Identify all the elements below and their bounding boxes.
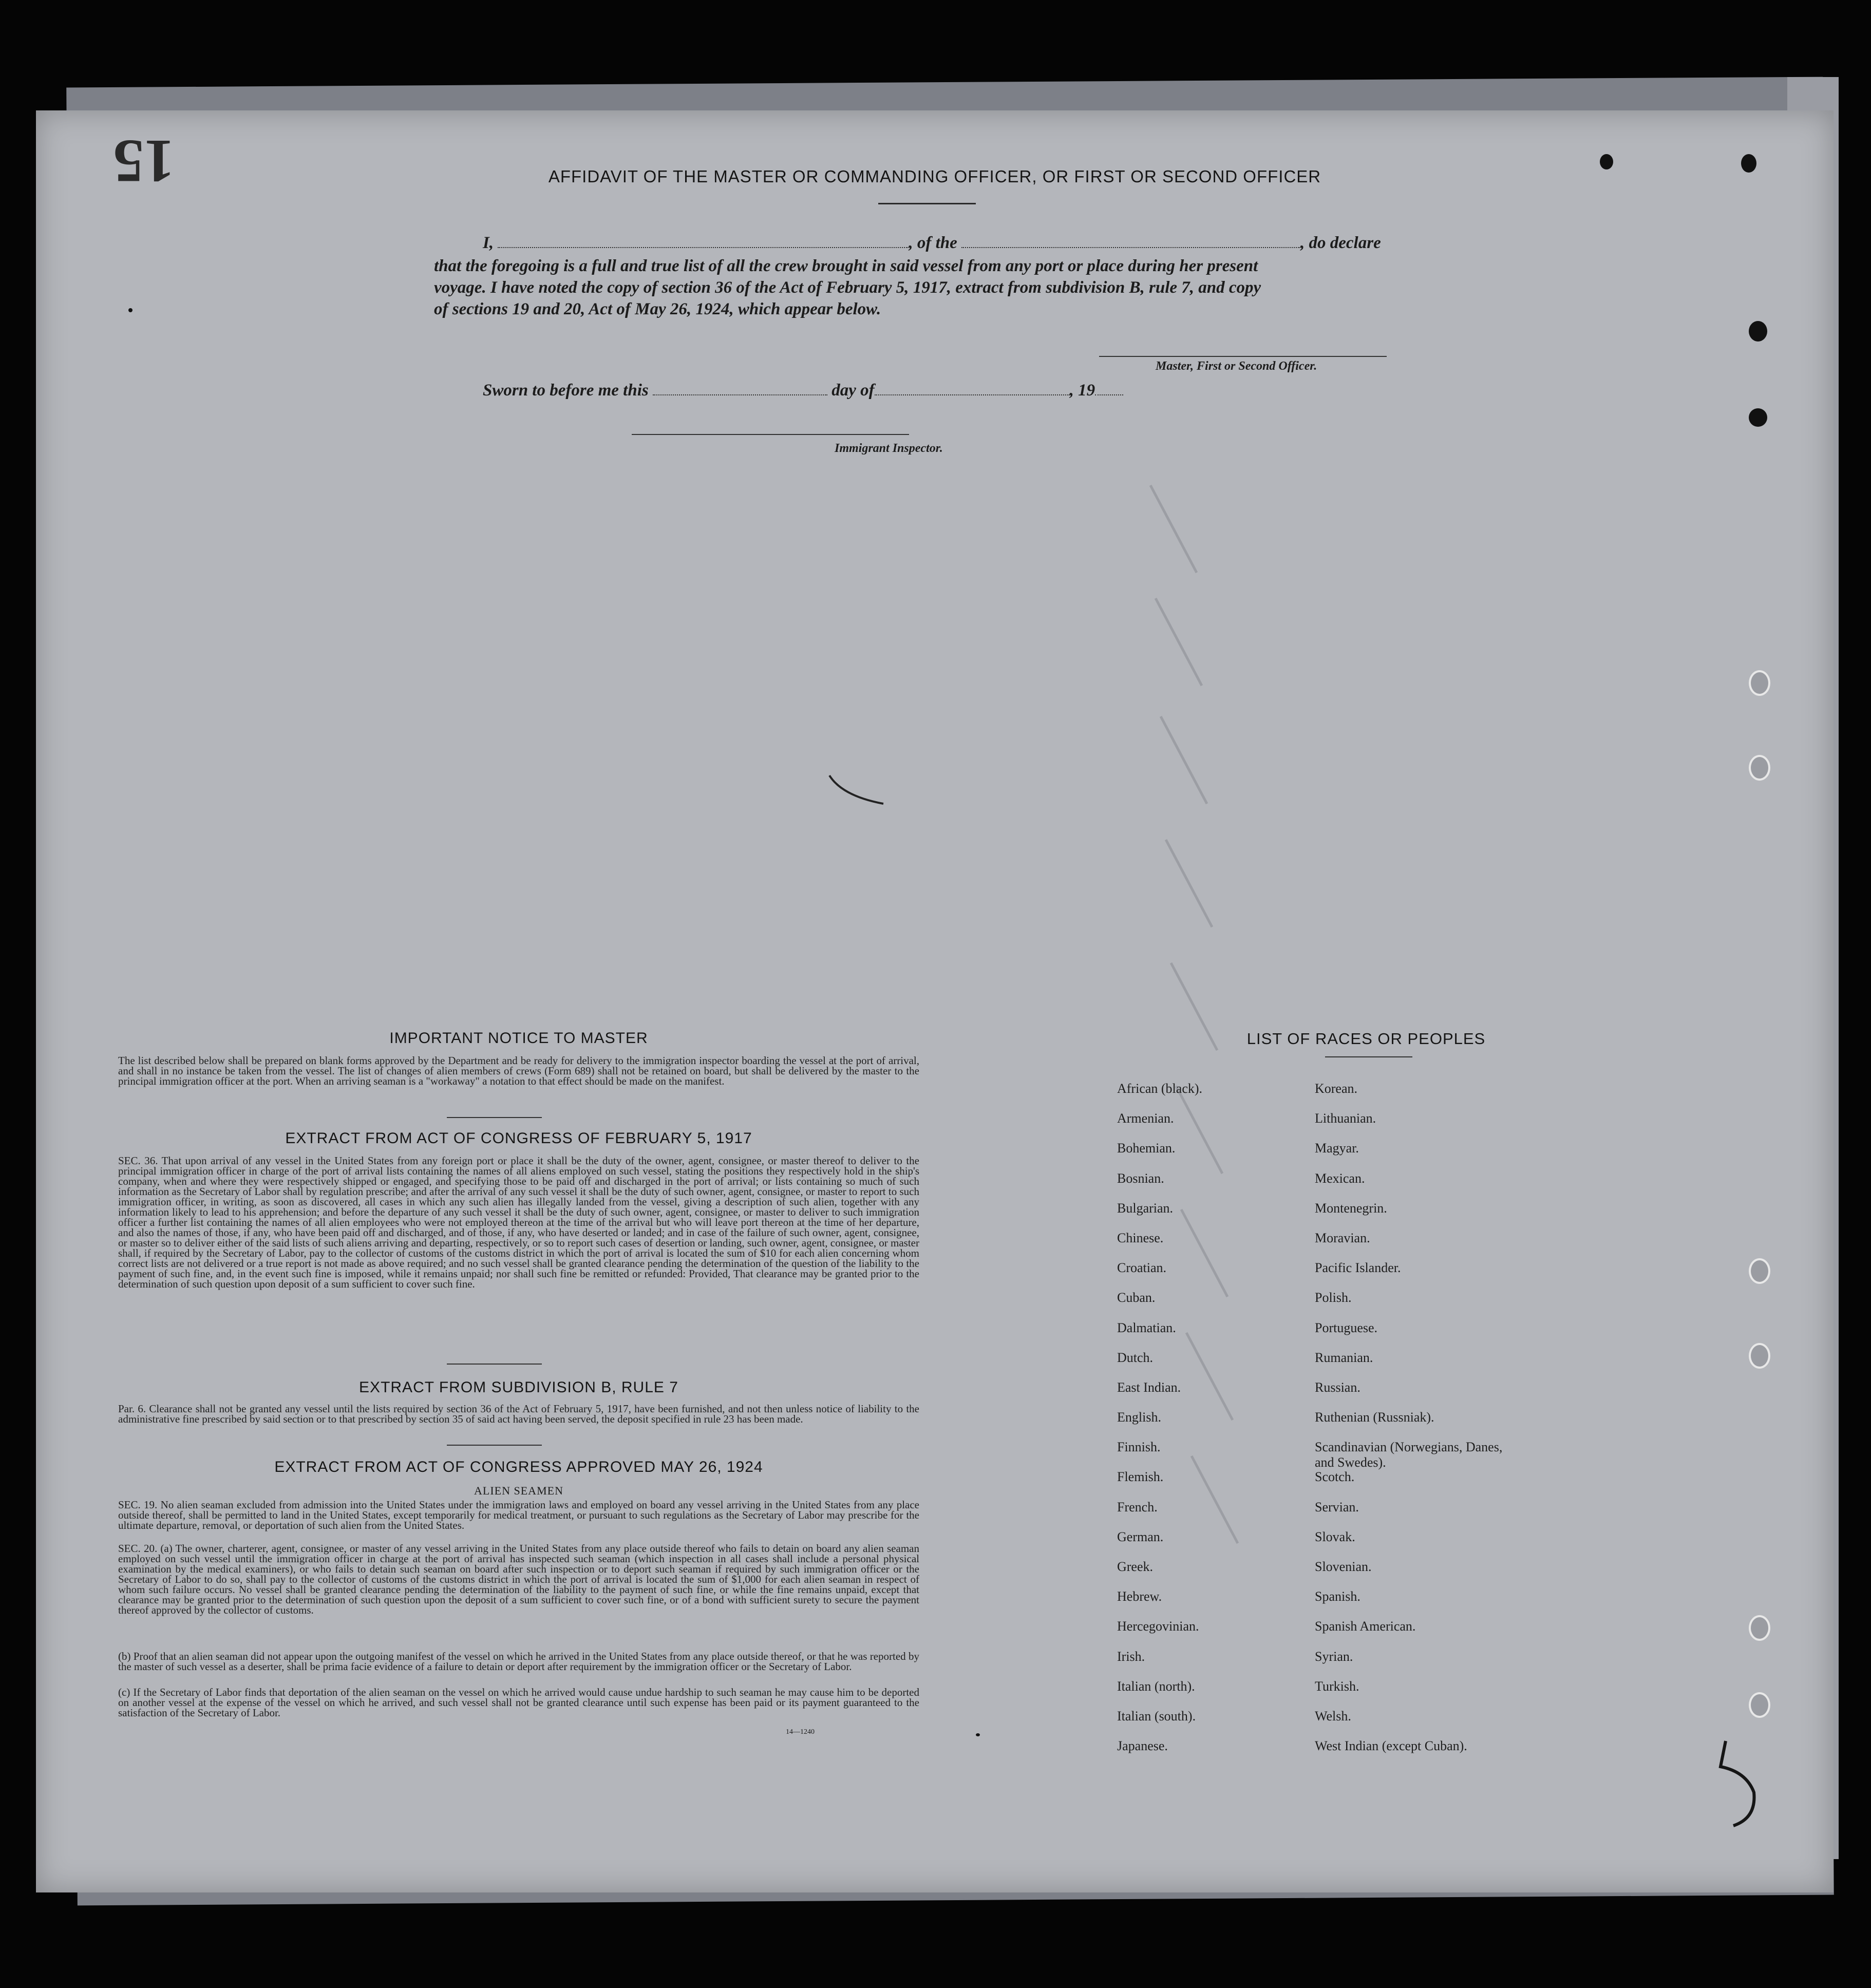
races-title-underline [1325, 1056, 1412, 1057]
title-underline [878, 203, 976, 204]
race-entry: Polish. [1315, 1290, 1352, 1305]
extract1917-title: EXTRACT FROM ACT OF CONGRESS OF FEBRUARY 5, 1917 [285, 1130, 752, 1147]
binder-hole-dark [1741, 154, 1756, 173]
race-entry: Portuguese. [1315, 1320, 1378, 1335]
race-entry: Welsh. [1315, 1708, 1351, 1724]
binder-hole [1749, 1615, 1770, 1641]
handwritten-corner-mark [1715, 1736, 1777, 1833]
binder-hole [1749, 755, 1770, 781]
sworn-prefix: Sworn to before me this [483, 381, 649, 400]
race-entry: French. [1117, 1499, 1158, 1514]
race-entry: Hebrew. [1117, 1589, 1162, 1604]
page-number-stamp: 15 [113, 127, 175, 196]
race-entry: Bosnian. [1117, 1170, 1164, 1186]
pen-stroke-mark [827, 773, 889, 809]
affidavit-line-4: of sections 19 and 20, Act of May 26, 1924, which appear below. [434, 300, 881, 318]
race-entry: Greek. [1117, 1559, 1154, 1574]
affidavit-line-3: voyage. I have noted the copy of section 36 of the Act of February 5, 1917, extract from subdivision B, rule 7, and copy [434, 278, 1261, 297]
affidavit-line-1 [483, 234, 1459, 253]
race-entry: Croatian. [1117, 1260, 1167, 1276]
extract1924-sec20b: (b) Proof that an alien seaman did not appear upon the outgoing manifest of the vessel on which he arrived in the United States from any place outside thereof, or that he was reported by the master of such vessel as a deserter, shall be prima facie evidence of a failure to detain or deport after requirement by the immigration officer or the Secretary of Labor. [118, 1650, 919, 1673]
race-entry: Bohemian. [1117, 1141, 1176, 1156]
notice-text: The list described below shall be prepared on blank forms approved by the Department and be ready for delivery to the immigration inspector boarding the vessel at the port of arrival, and shall in no instance be taken from the vessel. The list of changes of alien members of crews (Form 689) shall not be retained on board, but shall be delivered by the master to the principal immigration officer at the port. When an arriving seaman is a "workaway" a notation to that effect should be made on the manifest. [118, 1054, 919, 1087]
race-entry: East Indian. [1117, 1379, 1181, 1395]
rule7-title: EXTRACT FROM SUBDIVISION B, RULE 7 [359, 1379, 678, 1396]
form-code: 14—1240 [786, 1728, 815, 1736]
race-entry: Cuban. [1117, 1290, 1156, 1305]
race-entry: Flemish. [1117, 1469, 1164, 1485]
race-entry: English. [1117, 1410, 1161, 1425]
affidavit-declare: , do declare [1300, 234, 1381, 252]
race-entry: Japanese. [1117, 1738, 1168, 1754]
race-entry: Mexican. [1315, 1170, 1365, 1186]
extract1924-sec20a: SEC. 20. (a) The owner, charterer, agent, consignee, or master of any vessel arriving in the United States from any place outside thereof who fails to detain on board any alien seaman employed on such vessel until the immigration officer in charge at the port of arrival has inspected such seaman (which inspection in all cases shall include a personal physical examination by the medical examiners), or who fails to detain such seaman on board after such inspection or to deport such seaman if required by such immigration officer or the Secretary of Labor to do so, shall pay to the collector of customs of the customs district in which the port of arrival is located the sum of $1,000 for each alien seaman in respect of whom such failure occurs. No vessel shall be granted clearance pending the determination of the liability to the payment of such fine, or while the fine remains unpaid, except that clearance may be granted prior to the determination of such question upon the deposit of a sum sufficient to cover such fine, or of a bond with sufficient surety to secure the payment thereof approved by the collector of customs. [118, 1542, 919, 1616]
race-entry: Spanish American. [1315, 1619, 1416, 1634]
affidavit-I: I, [483, 234, 494, 252]
binder-hole [1749, 1258, 1770, 1284]
master-signature-line[interactable] [1099, 356, 1387, 357]
vessel-blank[interactable] [961, 247, 1300, 248]
race-entry: Rumanian. [1315, 1350, 1373, 1365]
race-entry: Korean. [1315, 1081, 1358, 1096]
race-entry: Bulgarian. [1117, 1200, 1174, 1216]
race-entry: Ruthenian (Russniak). [1315, 1410, 1434, 1425]
affidavit-of-the: , of the [909, 234, 957, 252]
extract1924-title: EXTRACT FROM ACT OF CONGRESS APPROVED MAY 26, 1924 [274, 1459, 763, 1475]
race-entry: Montenegrin. [1315, 1200, 1387, 1216]
extract1924-sec20c: (c) If the Secretary of Labor finds that deportation of the alien seaman on the vessel on which he arrived would cause undue hardship to such seaman he may cause him to be deported on another vessel at the expense of the vessel on which he arrived, and such vessel shall not be granted clearance until such expense has been paid or its payment guaranteed to the satisfaction of the Secretary of Labor. [118, 1686, 919, 1719]
race-entry: Syrian. [1315, 1649, 1353, 1664]
affidavit-title: AFFIDAVIT OF THE MASTER OR COMMANDING OFFICER, OR FIRST OR SECOND OFFICER [548, 167, 1321, 186]
document-page [36, 110, 1834, 1892]
notice-title: IMPORTANT NOTICE TO MASTER [389, 1030, 648, 1047]
race-entry: Armenian. [1117, 1111, 1174, 1126]
race-entry: Slovenian. [1315, 1559, 1372, 1574]
sworn-line [483, 381, 1123, 400]
binder-hole-dark [1749, 321, 1767, 342]
race-entry: Moravian. [1315, 1230, 1370, 1245]
race-entry: Hercegovinian. [1117, 1619, 1199, 1634]
race-entry: Slovak. [1315, 1529, 1355, 1544]
race-entry: Finnish. [1117, 1440, 1161, 1455]
race-entry: Scandinavian (Norwegians, Danes, and Swedes). [1315, 1440, 1503, 1470]
race-entry: Italian (north). [1117, 1678, 1195, 1694]
race-entry: Italian (south). [1117, 1708, 1196, 1724]
dot-mark [128, 308, 133, 312]
race-entry: Spanish. [1315, 1589, 1360, 1604]
race-entry: Irish. [1117, 1649, 1145, 1664]
ink-blot [1600, 154, 1613, 169]
race-entry: Magyar. [1315, 1141, 1359, 1156]
binder-hole [1749, 1692, 1770, 1718]
race-entry: Pacific Islander. [1315, 1260, 1401, 1276]
sworn-year-label: , 19 [1069, 381, 1095, 400]
month-blank[interactable] [875, 394, 1070, 395]
day-blank[interactable] [653, 394, 827, 395]
divider-2 [447, 1364, 542, 1365]
dot-mark [976, 1733, 980, 1736]
rule7-text: Par. 6. Clearance shall not be granted any vessel until the lists required by section 36 of the Act of February 5, 1917, have been furnished, and not then unless notice of liability to the administrative fine prescribed by said section or to that prescribed by section 35 of said act having been served, the deposit specified in rule 23 has been made. [118, 1403, 919, 1425]
race-entry: Servian. [1315, 1499, 1359, 1514]
race-entry: Dutch. [1117, 1350, 1154, 1365]
extract1924-subtitle: ALIEN SEAMEN [474, 1484, 563, 1497]
race-entry: Scotch. [1315, 1469, 1355, 1485]
race-entry: Turkish. [1315, 1678, 1359, 1694]
year-blank[interactable] [1095, 394, 1123, 395]
divider-1 [447, 1117, 542, 1118]
affidavit-line-2: that the foregoing is a full and true list of all the crew brought in said vessel from any port or place during her present [434, 257, 1258, 275]
inspector-signature-line[interactable] [632, 434, 909, 435]
race-entry: Lithuanian. [1315, 1111, 1376, 1126]
races-title: LIST OF RACES OR PEOPLES [1246, 1030, 1486, 1048]
race-entry: West Indian (except Cuban). [1315, 1738, 1467, 1754]
races-left-column [1117, 1081, 1302, 1768]
binder-hole-dark [1749, 408, 1767, 427]
master-signature-label: Master, First or Second Officer. [1156, 359, 1317, 373]
divider-3 [447, 1445, 542, 1446]
inspector-label: Immigrant Inspector. [835, 442, 943, 455]
extract1924-sec19: SEC. 19. No alien seaman excluded from admission into the United States under the immigration laws and employed on board any vessel arriving in the United States from any place outside thereof, shall be permitted to land in the United States, except temporarily for medical treatment, or pursuant to such regulations as the Secretary of Labor may prescribe for the ultimate departure, removal, or deportation of such alien from the United States. [118, 1499, 919, 1531]
races-right-column [1315, 1081, 1520, 1768]
sworn-day-label: day of [831, 381, 875, 400]
binder-hole [1749, 670, 1770, 696]
race-entry: German. [1117, 1529, 1164, 1544]
binder-hole [1749, 1343, 1770, 1369]
race-entry: African (black). [1117, 1081, 1203, 1096]
race-entry: Dalmatian. [1117, 1320, 1176, 1335]
race-entry: Chinese. [1117, 1230, 1164, 1245]
extract1917-text: SEC. 36. That upon arrival of any vessel in the United States from any foreign port or place it shall be the duty of the owner, agent, consignee, or master thereof to deliver to the principal immigration officer in charge of the port of arrival lists containing the names of all aliens employed on such vessel, stating the positions they respectively hold in the ship's company, when and where they were respectively shipped or engaged, and specifying those to be paid off and discharged in the port of arrival; or lists containing so much of such information as the Secretary of Labor shall by regulation prescribe; and after the arrival of any such vessel it shall be the duty of such owner, agent, consignee, or master to report to such immigration officer, in writing, as soon as discovered, all cases in which any such alien has illegally landed from the vessel, giving a description of such alien, together with any information likely to lead to his apprehension; and before the departure of any such vessel it shall be the duty of such owner, agent, consignee, or master to deliver to such immigration officer a further list containing the names of all alien employees who were not employed thereon at the time of the arrival but who will leave port thereon at the time of her departure, and also the names of those, if any, who have been paid off and discharged, and of those, if any, who have deserted or landed; and in case of the failure of such owner, agent, consignee, or master so to deliver either of the said lists of such aliens arriving and departing, respectively, or so to report such cases of desertion or landing, such owner, agent, consignee, or master shall, if required by the Secretary of Labor, pay to the collector of customs of the customs district in which the port of arrival is located the sum of $10 for each alien concerning whom correct lists are not delivered or a true report is not made as above required; and no such vessel shall be granted clearance pending the determination of the question of the liability to the payment of such fine, and, in the event such fine is imposed, while it remains unpaid; nor shall such fine be remitted or refunded: Provided, That clearance may be granted prior to the determination of such question upon deposit of a sum sufficient to cover such fine. [118, 1154, 919, 1290]
race-entry: Russian. [1315, 1379, 1360, 1395]
name-blank[interactable] [498, 247, 909, 248]
